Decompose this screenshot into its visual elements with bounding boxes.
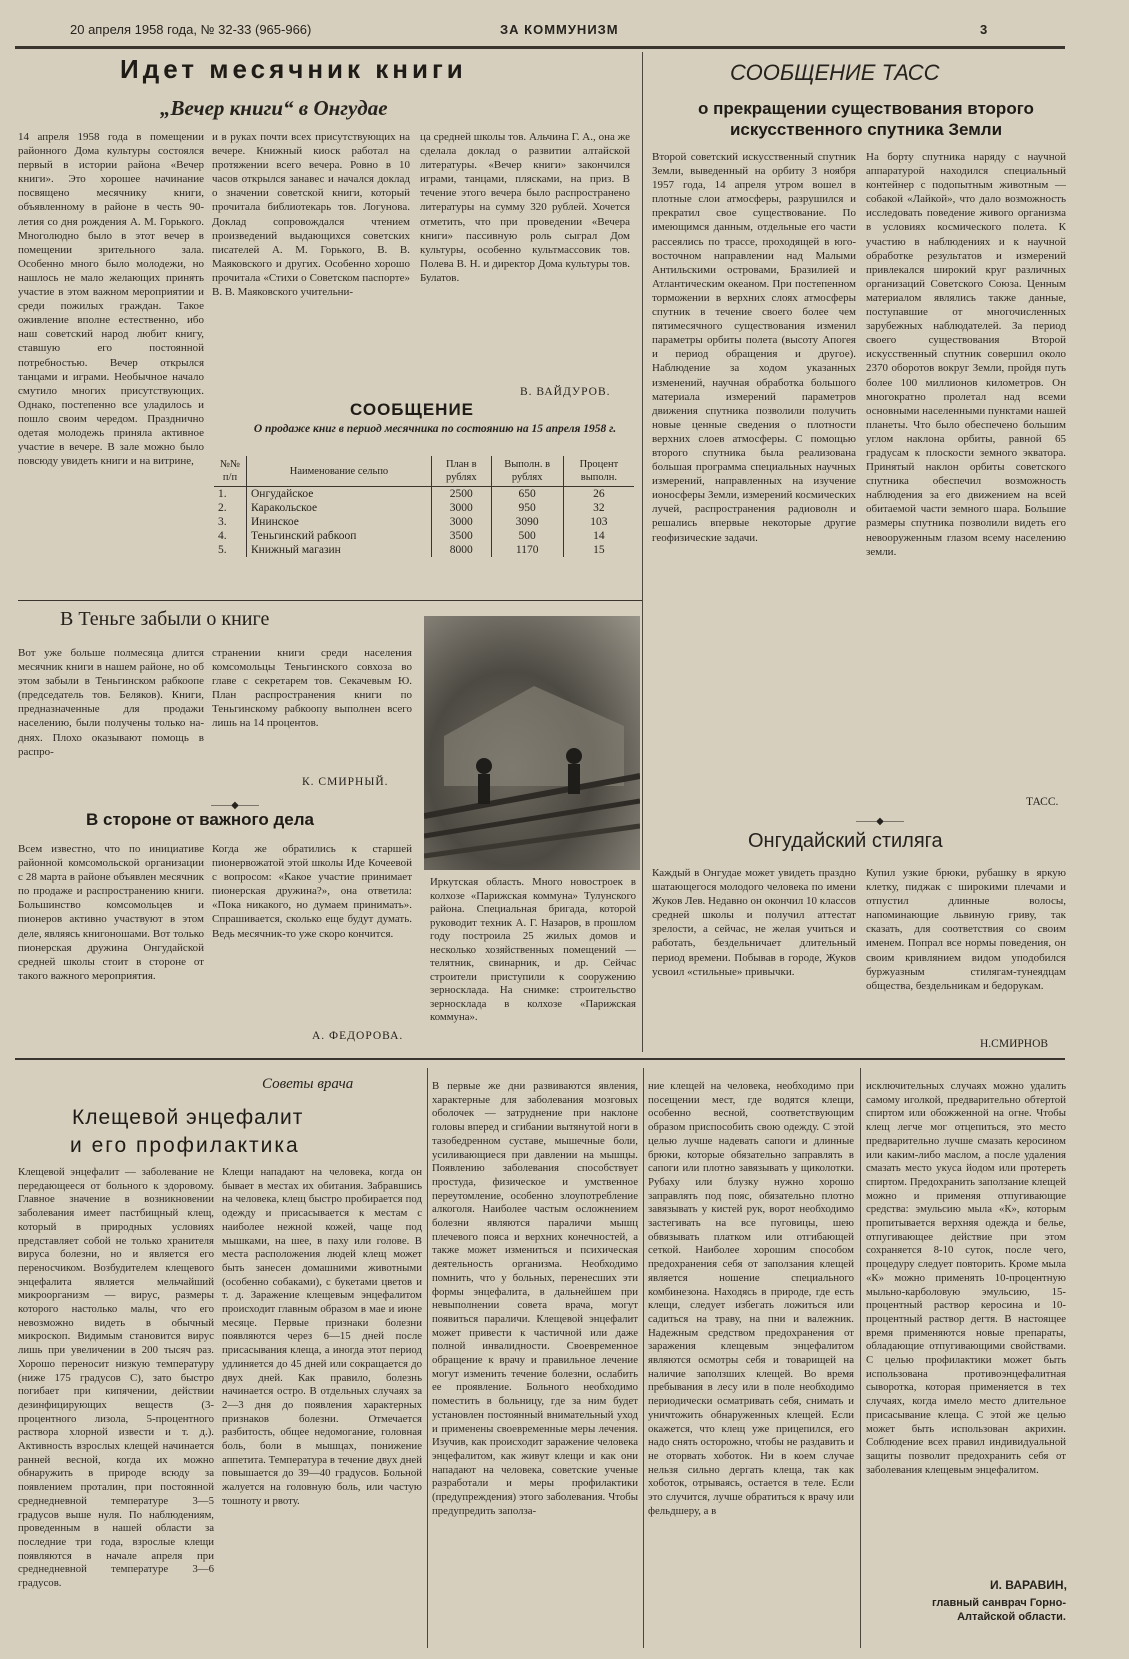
- tass-col-1: Второй советский искусственный спутник Земли, выведенный на орбиту 3 ноября 1957 года, 14 апреля утром вошел в плотные слои атмосферы, разрушился и прекратил свое существование. По имеющимся данным, отдельные его части рассеялись по трассе, проходящей в юго-восточном направлении над Малыми Антильскими островами, Бразилией и Атлантическим океаном. При постепенном торможении в верхних слоях атмосферы спутник в течение своего более чем пятимесячного существования изменил параметры орбиты полета (высоту Апогея и период обращения и другое). Наблюдение за ходом указанных изменений, научная обработка большого материала измерений параметров движения спутника позволили получить новые ценные сведения о плотности верхних слоев атмосферы. С помощью второго спутника была реализована большая программа специальных научных измерений, направленных на изучение ионосферы Земли, измерений космических лучей, распространения радиоволн и решались впервые некоторые другие геофизические задачи.: [652, 151, 856, 544]
- tenga-headline: В Теньге забыли о книге: [60, 608, 270, 630]
- row-percent: 32: [563, 501, 634, 515]
- row-plan: 2500: [432, 487, 492, 502]
- medical-rubric: Советы врача: [262, 1076, 354, 1092]
- header-rule: [15, 46, 1065, 49]
- row-done: 500: [491, 529, 563, 543]
- stilyaga-headline: Онгудайский стиляга: [748, 830, 943, 852]
- col-header-number: №№ п/п: [214, 456, 247, 487]
- row-plan: 8000: [432, 543, 492, 557]
- row-percent: 15: [563, 543, 634, 557]
- page-header: [70, 22, 1070, 40]
- sales-report-title: СООБЩЕНИЕ: [350, 400, 475, 419]
- table-bottom-rule: [18, 600, 642, 601]
- ornament-divider: ——◆——: [211, 800, 259, 811]
- row-plan: 3500: [432, 529, 492, 543]
- divider-main: [642, 52, 643, 1052]
- book-month-headline: Идет месячник книги: [120, 54, 467, 84]
- book-evening-subhead: „Вечер книги“ в Онгудае: [160, 96, 388, 120]
- medical-col-1: Клещевой энцефалит — заболевание не передающееся от больного к здоровому. Главное значение в возникновении заболевания имеет пастбищный клещ, который в природных условиях представляет собой не только хранителя вируса болезни, но и является его переносчиком. Возбудителем клещевого энцефалита является мельчайший микроорганизм — вирус, размеры которого настолько малы, что его невозможно видеть в обычный микроскоп. Видимым становится вирус лишь при увеличении в 200 тысяч раз. Хорошо переносит низкую температуру (ниже 175 градусов С), зато быстро погибает при кипячении, действии дезинфицирующих веществ (3-процентного лизола, 5-процентного раствора хлорной извести и т. д.). Активность взрослых клещей начинается ранней весной, когда их можно обнаружить в природе всюду за появлением проталин, при постоянной среднедневной температуре 3—5 градусов выше нуля. По наблюдениям, проведенным в нашей области за последние три года, взрослые клещи появляются в начале апреля при среднедневной температуре 3—6 градусов.: [18, 1166, 214, 1590]
- row-name: Онгудайское: [247, 487, 432, 502]
- medical-headline-2: и его профилактика: [70, 1134, 300, 1157]
- tass-ornament: ——◆——: [856, 816, 904, 827]
- row-percent: 103: [563, 515, 634, 529]
- row-done: 3090: [491, 515, 563, 529]
- medical-headline-1: Клещевой энцефалит: [72, 1106, 304, 1129]
- medical-col-2: Клещи нападают на человека, когда он бывает в местах их обитания. Забравшись на человека, клещ быстро пробирается под одежду и присасывается к местам с наиболее нежной кожей, чаще под мышками, на шее, в паху или голове. В места расположения людей клещ может быть занесен домашними животными (особенно собаками), с букетами цветов и т. д. Заражение клещевым энцефалитом происходит главным образом в мае и июне месяце. Первые признаки болезни появляются через 6—15 дней после присасывания клеща, а иногда этот период удлиняется до 45 дней или сокращается до двух дней. Как правило, болезнь начинается остро. В отдельных случаях за 2—3 дня до появления характерных признаков болезни. Отмечается разбитость, общее недомогание, головная боль, боли в мышцах, понижение аппетита. Температура в течение двух дней повышается до 39—40 градусов. Больной жалуется на головную боль, или частую тошноту и рвоту.: [222, 1166, 422, 1507]
- aside-col-1: Всем известно, что по инициативе районной комсомольской организации с 28 марта в районе объявлен месячник по продаже и распространению книги. Большинство комсомольцев и пионеров активно участвуют в этом деле, являясь книгоношами. Вот только пионерская дружина Онгудайской средней школы стоит в стороне от такого важного мероприятия.: [18, 843, 204, 982]
- medical-signature-title: главный санврач Горно-Алтайской области.: [932, 1597, 1066, 1623]
- row-plan: 3000: [432, 515, 492, 529]
- tenga-col-1: Вот уже больше полмесяца длится месячник книги в нашем районе, но об этом забыли в Теньгинском рабкоопе (председатель тов. Беляков). Книги, предназначенные для продажи населению, были получены только на-днях. Плохо оказывают помощь в распро-: [18, 647, 204, 758]
- aside-headline: В стороне от важного дела: [86, 810, 315, 829]
- table-row: [214, 501, 634, 515]
- row-plan: 3000: [432, 501, 492, 515]
- divider-bottom-3: [860, 1068, 861, 1648]
- tass-signature: ТАСС.: [1026, 796, 1059, 808]
- row-done: 1170: [491, 543, 563, 557]
- tass-col-2: На борту спутника наряду с научной аппаратурой находился специальный контейнер с подопытным животным — собакой «Лайкой», что дало возможность исследовать поведение живого организма в условиях космического полета. К участию в наблюдениях и к научной обработке результатов и измерений привлекался широкий круг различных организаций Советского Союза. Ценным материалом являлись также данные, поступавшие от многочисленных зарубежных наблюдателей. За период своего существования Второй искусственный спутник совершил около 2370 оборотов вокруг Земли, пройдя путь более 100 миллионов километров. Он многократно пролетал над всеми основными населенными пунктами нашей планеты. Что было обеспечено большим углом наклона орбиты, равной 65 градусам к плоскости земного экватора. Принятый наклон орбиты советского спутника обеспечил возможность наблюдения за его движением на всей обитаемой части земного шара. Большие размеры спутника позволили видеть его невооруженным глазом всему населению земли.: [866, 151, 1066, 558]
- sales-table-container: [214, 456, 634, 557]
- aside-signature: А. ФЕДОРОВА.: [312, 1030, 404, 1042]
- row-done: 650: [491, 487, 563, 502]
- row-number: 4.: [218, 530, 227, 542]
- sales-report-subtitle: О продаже книг в период месячника по состоянию на 15 апреля 1958 г.: [253, 423, 617, 435]
- stilyaga-signature: Н.СМИРНОВ: [980, 1038, 1049, 1050]
- row-name: Каракольское: [247, 501, 432, 515]
- photo-illustration: [424, 616, 640, 870]
- table-row: [214, 515, 634, 529]
- issue-date: 20 апреля 1958 года, № 32-33 (965-966): [70, 22, 312, 37]
- photo-caption: Иркутская область. Много новостроек в колхозе «Парижская коммуна» Тулунского района. Специальная бригада, которой руководит техник А. Г. Назаров, в прошлом году построила 25 жилых домов и несколько хозяйственных помещений — телятник, свинарник, и др. Сейчас строители приступили к сооружению зерносклада. На снимке: строительство зерносклада в колхозе «Парижская коммуна».: [430, 876, 636, 1023]
- row-done: 950: [491, 501, 563, 515]
- row-percent: 14: [563, 529, 634, 543]
- table-row: [214, 529, 634, 543]
- col-header-plan: План в рублях: [432, 456, 492, 487]
- tass-label: СООБЩЕНИЕ ТАСС: [730, 60, 940, 85]
- page-number: 3: [980, 22, 988, 37]
- col-header-percent: Процент выполн.: [563, 456, 634, 487]
- medical-col-5: исключительных случаях можно удалить самому иголкой, предварительно обтертой спиртом или обожженной на огне. Чтобы клещ легче мог отцепиться, это место предварительно лучше смазать керосином или каким-либо маслом, а после удаления смазать место укуса йодом или протереть спиртом. Предохранить заползание клещей можно и применяя отпугивающие средства: эмульсию мыла «К», которым пропитывается верхняя одежда и белье, отпугивающее действие при этом сохраняется 8-10 суток, после чего, процедуру следует повторить. Кроме мыла «К» можно применять 10-процентную мыльно-карболовую эмульсию, 15-процентный раствор керосина и 10-процентный раствор дегтя. В настоящее время применяются новые препараты, обладающие отпугивающими свойствами. С целью профилактики может быть использована противоэнцефалитная сыворотка, которая применяется в тех случаях, когда имело место длительное присасывание клеща. С этой же целью может быть использован акрихин. Соблюдение всех правил индивидуальной защиты позволит предохранить себя от заболевания клещевым энцефалитом.: [866, 1080, 1066, 1476]
- row-number: 5.: [218, 544, 227, 556]
- row-percent: 26: [563, 487, 634, 502]
- col-header-name: Наименование сельпо: [247, 456, 432, 487]
- book-month-signature: В. ВАЙДУРОВ.: [520, 386, 611, 398]
- book-month-col-1: 14 апреля 1958 года в помещении районного Дома культуры состоялся первый в истории района «Вечер книги». Это хорошее начинание посвящено месячнику книги, объявленному в районе в честь 90-летия со дня рождения А. М. Горького. Многолюдно было в этот вечер в помещении зрительного зала. Особенно много было молодежи, но нашлось не мало желающих принять участие в этом важном мероприятии и среди пожилых граждан. Такое оживление вполне естественно, ибо наш советский народ любит книгу, ставшую его постоянной потребностью. Вечер открылся танцами и играми. Необычное начало смутило многих присутствующих. Однако, постепенно все уладилось и пошло своим чередом. Празднично одетая молодежь приняла активное участие в вечере. В зале можно было повсюду увидеть книги и на витрине,: [18, 131, 204, 468]
- divider-bottom-1: [427, 1068, 428, 1648]
- row-name: Ининское: [247, 515, 432, 529]
- tass-headline: о прекращении существования второго искусственного спутника Земли: [698, 99, 1034, 139]
- table-row: [214, 543, 634, 557]
- divider-bottom-2: [643, 1068, 644, 1648]
- stilyaga-col-2: Купил узкие брюки, рубашку в яркую клетку, пиджак с широкими плечами и отпустил длинные волосы, напоминающие львиную гриву, так сказать, для соответствия со своим именем. Попрал все нормы поведения, он своим кривлянием видом уподобился буржуазным стилягам-тунеядцам общества, бездельникам и бедорукам.: [866, 867, 1066, 992]
- tenga-signature: К. СМИРНЫЙ.: [302, 776, 389, 788]
- aside-col-2: Когда же обратились к старшей пионервожатой этой школы Иде Кочеевой с вопросом: «Какое участие принимает пионерская дружина?», она ответила: «Пока никакого, но думаем принимать». Спрашивается, сколько еще будут думать. Ведь месячник-то уже скоро кончится.: [212, 843, 412, 940]
- row-number: 1.: [218, 488, 227, 500]
- construction-photo: [424, 616, 640, 870]
- medical-col-4: ние клещей на человека, необходимо при посещении мест, где водятся клещи, особенно весной, соответствующим образом приспособить свою одежду. С этой целью лучше надевать сапоги и длинные брюки, которые обязательно заправлять в сапоги или плотно завязывать у щиколотки. Рубаху или блузку нужно хорошо заправлять под пояс, обязательно плотно завязывать у кистей рук, ворот необходимо застегивать на все пуговицы, шею обвязывать платком или отгибающей сеткой. Наиболее хорошим способом предохранения себя от заползания клещей является ношение специального комбинезона. Находясь в природе, где есть клещи, следует избегать ложиться или садиться на траву, на пни и валежник. Надежным средством предохранения от заражения клещевым энцефалитом являются осмотры себя и товарищей на наличие заползших клещей. Во время пребывания в лесу или в поле необходимо периодически осматривать себя, снимать и уничтожить обнаруженных клещей. Если окажется, что клещ уже прицепился, его надо снять осторожно, чтобы не раздавить и не оторвать хоботок. Ни в коем случае нельзя сильно дергать клеща, так как хоботок, отрываясь, остается в теле. Если это случится, лучше обратиться к врачу или фельдшеру, а в: [648, 1080, 854, 1517]
- sales-table: [214, 456, 634, 557]
- sales-table-header: [214, 456, 634, 487]
- medical-signature-name: И. ВАРАВИН,: [990, 1578, 1067, 1592]
- row-name: Книжный магазин: [247, 543, 432, 557]
- newspaper-name: ЗА КОММУНИЗМ: [500, 22, 619, 37]
- row-number: 2.: [218, 502, 227, 514]
- table-row: [214, 487, 634, 502]
- book-month-col-2: и в руках почти всех присутствующих на вечере. Книжный киоск работал на протяжении всего вечера. Ровно в 10 часов открылся занавес и начался доклад о значении советской книги, который прочитала библиотекарь тов. Логунова. Доклад сопровождался чтением произведений выдающихся советских писателей А. М. Горького, В. В. Маяковского и других. Особенно хорошо прочитала «Стихи о Советском паспорте» В. В. Маяковского учительни-: [212, 131, 410, 299]
- book-month-col-3: ца средней школы тов. Альчина Г. А., она же сделала доклад о развитии алтайской литературы. «Вечер книги» закончился играми, танцами, плясками, на приз. В течение этого вечера было распространено литературы на сумму 320 рублей. Хочется отметить, что при проведении «Вечера книги» пассивную роль сыграл Дом культуры, особенно культмассовик тов. Полева В. Н. и директор Дома культуры тов. Булатов.: [420, 131, 630, 284]
- row-number: 3.: [218, 516, 227, 528]
- row-name: Теньгинский рабкооп: [247, 529, 432, 543]
- fold-rule: [15, 1058, 1065, 1060]
- tenga-col-2: странении книги среди населения комсомольцы Теньгинского совхоза во главе с секретарем тов. Секачевым Ю. План распространения книги по Теньгинскому рабкоопу выполнен всего лишь на 14 процентов.: [212, 647, 412, 730]
- stilyaga-col-1: Каждый в Онгудае может увидеть праздно шатающегося молодого человека по имени Жуков Лев. Недавно он окончил 10 классов средней школы и получил аттестат зрелости, а сейчас, не желая учиться и работать, бездельничает длительный период времени. Побывав в городе, Жуков усвоил «стильные» привычки.: [652, 867, 856, 978]
- medical-col-3: В первые же дни развиваются явления, характерные для заболевания мозговых оболочек — затруднение при наклоне головы вперед и сгибании вытянутой ноги в тазобедренном суставе, мышечные боли, усиливающиеся при давлении на мышцы. Появлению заболевания способствует простуда, физическое и умственное переутомление, особенно злоупотребление алкоголя. Наиболее частым осложнением болезни являются параличи мышц плечевого пояса и верхних конечностей, а также может измениться и психическая деятельность организма. Необходимо помнить, что у больных, перенесших эти формы энцефалита, в дальнейшем при невыполнении совета врача, могут появиться параличи. Клещевой энцефалит может привести к частичной или даже полной инвалидности. Своевременное обращение к врачу и правильное лечение могут изменить течение болезни, ослабить ее проявление. Больного необходимо поместить в больницу, где за ним будет установлен постоянный внимательный уход и применены своевременные меры лечения. Изучив, как происходит заражение человека энцефалитом, как живут клещи и как они нападают на человека, советские ученые разработали и меры профилактики (предупреждения) этого заболевания. Чтобы предупредить заполза-: [432, 1080, 638, 1517]
- col-header-done: Выполн. в рублях: [491, 456, 563, 487]
